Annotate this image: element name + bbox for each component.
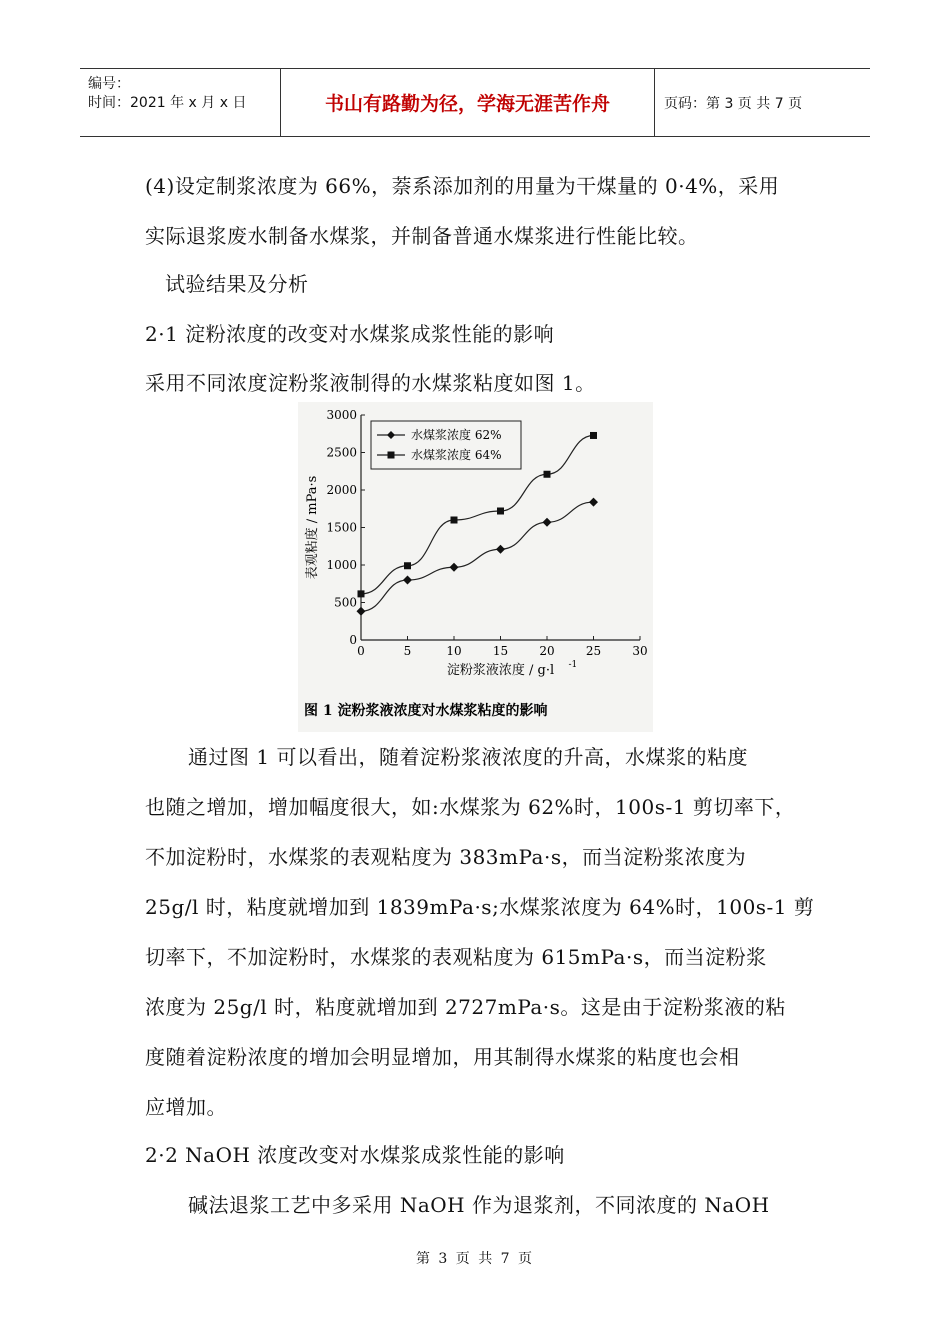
x-tick-label: 25 [585, 644, 602, 658]
header-meta-cell [80, 69, 281, 136]
y-tick-label: 0 [349, 633, 357, 647]
paragraph-line: (4)设定制浆浓度为 66%，萘系添加剂的用量为干煤量的 0·4%，采用 [145, 174, 780, 198]
data-point-square [404, 562, 411, 569]
header-number-label: 编号： [88, 76, 130, 92]
x-axis-label-superscript: -1 [568, 660, 578, 670]
section-title: 试验结果及分析 [165, 272, 309, 296]
header-motto: 书山有路勤为径，学海无涯苦作舟 [281, 69, 655, 136]
x-tick-label: 5 [403, 644, 412, 658]
figure-intro: 采用不同浓度淀粉浆液制得的水煤浆粘度如图 1。 [145, 371, 596, 395]
y-tick-label: 2000 [326, 483, 357, 497]
y-tick-label: 3000 [326, 408, 357, 422]
figure-1-chart [298, 402, 653, 732]
x-tick-label: 20 [539, 644, 555, 658]
x-tick-label: 15 [492, 644, 509, 658]
y-tick-label: 2500 [326, 445, 357, 460]
x-axis-label: 淀粉浆液浓度 / g·l [446, 663, 555, 678]
legend-label: 水煤浆浓度 62% [411, 428, 502, 442]
header-time-label: 时间：2021 年 x 月 x 日 [88, 95, 247, 111]
y-tick-label: 1500 [326, 520, 357, 535]
paragraph-line: 实际退浆废水制备水煤浆，并制备普通水煤浆进行性能比较。 [145, 224, 699, 248]
subsection-title-2-1: 2·1 淀粉浓度的改变对水煤浆成浆性能的影响 [145, 322, 555, 346]
header-page-info: 页码：第 3 页 共 7 页 [664, 95, 803, 112]
legend-marker-square [388, 452, 395, 459]
subsection-title-2-2: 2·2 NaOH 浓度改变对水煤浆成浆性能的影响 [145, 1143, 565, 1167]
analysis-line: 不加淀粉时，水煤浆的表观粘度为 383mPa·s，而当淀粉浆浓度为 [145, 845, 747, 869]
data-point-square [358, 590, 365, 597]
x-tick-label: 30 [632, 644, 648, 658]
legend-label: 水煤浆浓度 64% [411, 448, 502, 462]
y-axis-label: 表观粘度 / mPa·s [305, 475, 320, 580]
analysis-line: 通过图 1 可以看出，随着淀粉浆液浓度的升高，水煤浆的粘度 [188, 745, 748, 769]
analysis-line: 切率下，不加淀粉时，水煤浆的表观粘度为 615mPa·s，而当淀粉浆 [145, 945, 767, 969]
analysis-line: 也随之增加，增加幅度很大，如:水煤浆为 62%时，100s-1 剪切率下， [145, 795, 796, 819]
data-point-square [590, 432, 597, 439]
analysis-line: 应增加。 [145, 1095, 227, 1119]
data-point-square [497, 508, 504, 515]
analysis-line: 25g/l 时，粘度就增加到 1839mPa·s;水煤浆浓度为 64%时，100s-1 剪 [145, 895, 815, 919]
y-tick-label: 500 [334, 595, 357, 610]
data-point-square [544, 471, 551, 478]
figure-caption: 图 1 淀粉浆液浓度对水煤浆粘度的影响 [304, 703, 548, 719]
header-table [80, 68, 870, 137]
data-point-square [451, 517, 458, 524]
x-tick-label: 10 [446, 644, 462, 658]
page-footer: 第 3 页 共 7 页 [415, 1251, 535, 1267]
analysis-line: 浓度为 25g/l 时，粘度就增加到 2727mPa·s。这是由于淀粉浆液的粘 [145, 995, 786, 1019]
analysis-line: 度随着淀粉浓度的增加会明显增加，用其制得水煤浆的粘度也会相 [145, 1045, 740, 1069]
paragraph-line: 碱法退浆工艺中多采用 NaOH 作为退浆剂，不同浓度的 NaOH [188, 1193, 770, 1217]
y-tick-label: 1000 [326, 558, 357, 572]
x-tick-label: 0 [357, 644, 365, 658]
